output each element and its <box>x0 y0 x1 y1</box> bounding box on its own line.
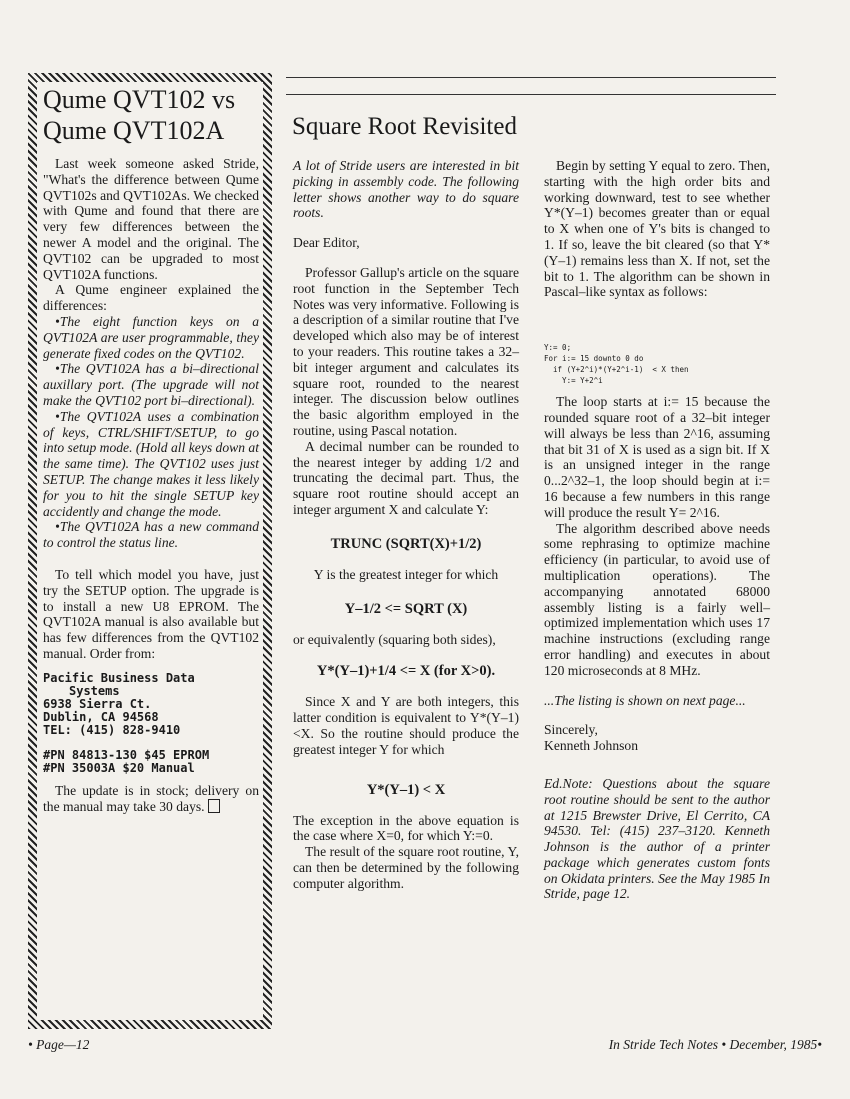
sidebar-bullet: •The QVT102A has a bi–directional auxillary port. (The upgrade will not make the QVT102 port bi–directional). <box>43 361 259 408</box>
sidebar-bullet: •The QVT102A uses a combination of keys, CTRL/SHIFT/SETUP, to go into setup mode. (Hold all keys down at the same time). The QVT102 uses just SETUP. The change makes it less likely for you to hit the single SETUP key accidently and change the mode. <box>43 408 259 519</box>
sidebar-bullet: •The eight function keys on a QVT102A are user programmable, they generate fixed codes on the QVT102. <box>43 313 259 361</box>
code-line: Y:= 0; <box>544 343 572 353</box>
code-block <box>544 342 770 386</box>
paragraph: The algorithm described above needs some rephrasing to optimize machine efficiency (in particular, to avoid use of multiplication operations). The accompanying annotated 68000 assembly listing is a fairly well–optimized implementation which uses 17 machine instructions (excluding range error handling) and executes in about 120 microseconds at 8 MHz. <box>544 520 770 678</box>
part-line: #PN 35003A $20 Manual <box>43 760 195 775</box>
publication-footer: In Stride Tech Notes • December, 1985• <box>608 1037 822 1052</box>
paragraph: Professor Gallup's article on the square root function in the September Tech Notes was very informative. Following is a description of a similar routine that I've developed which also may be of interest to your readers. This routine takes a 32–bit integer argument and calculates its square root, rounded to the nearest integer. The discussion below outlines the basic algorithm employed in the routine, using Pascal notation. <box>293 264 519 438</box>
sidebar-update: The update is in stock; delivery on the manual may take 30 days. <box>43 782 259 814</box>
top-rule <box>286 77 776 78</box>
address-line: Pacific Business Data <box>43 670 195 685</box>
paragraph: Begin by setting Y equal to zero. Then, starting with the high order bits and working downward, test to see whether Y*(Y–1) becomes greater than or equal to X when one of Y's bits is changed to 1. If so, leave the bit cleared (so that Y*(Y–1) remains less than X. If not, set the bit to 1. The algorithm can be shown in Pascal–like syntax as follows: <box>544 158 770 300</box>
address-line: Systems <box>69 683 120 698</box>
checkbox-icon <box>208 799 220 813</box>
sidebar-title: Qume QVT102 vs Qume QVT102A <box>43 85 236 145</box>
address-line: 6938 Sierra Ct. <box>43 696 152 711</box>
paragraph: Y is the greatest integer for which <box>313 566 499 582</box>
sidebar-box <box>28 73 272 1029</box>
article-title: Square Root Revisited <box>292 113 517 140</box>
equation: Y*(Y–1)+1/4 <= X (for X>0). <box>316 663 496 680</box>
part-line: #PN 84813-130 $45 EPROM <box>43 747 210 762</box>
paragraph: The exception in the above equation is the case where X=0, for which Y:=0. <box>293 812 519 844</box>
address-line: Dublin, CA 94568 <box>43 709 159 724</box>
paragraph: A decimal number can be rounded to the nearest integer by adding 1/2 and truncating the decimal part. Thus, the square root routine should accept an integer argument X and calculate Y: <box>293 438 519 517</box>
sidebar-tell: To tell which model you have, just try the SETUP option. The upgrade is to install a new U8 EPROM. The QVT102A manual is also available but has few differences from the QVT102 manual. Order from: <box>43 566 259 661</box>
equation: Y*(Y–1) < X <box>366 781 446 798</box>
paragraph: Since X and Y are both integers, this latter condition is equivalent to Y*(Y–1)<X. So the routine should produce the greatest integer Y for which <box>293 694 519 757</box>
page-number: • Page—12 <box>28 1037 90 1052</box>
code-line: For i:= 15 downto 0 do <box>544 354 644 364</box>
signature: Kenneth Johnson <box>544 738 639 754</box>
address-line: TEL: (415) 828-9410 <box>43 722 181 737</box>
paragraph: or equivalently (squaring both sides), <box>293 631 496 647</box>
article-column-1 <box>293 158 519 892</box>
paragraph: The result of the square root routine, Y, can then be determined by the following computer algorithm. <box>293 844 519 891</box>
article-column-2 <box>544 158 770 902</box>
article-lead: A lot of Stride users are interested in bit picking in assembly code. The following letter shows another way to do square roots. <box>293 158 519 221</box>
equation: TRUNC (SQRT(X)+1/2) <box>330 535 482 552</box>
closing: Sincerely, <box>544 722 598 738</box>
paragraph: The loop starts at i:= 15 because the rounded square root of a 32–bit integer will always be less than 2^16, assuming that bit 31 of X is used as a sign bit. If X is an unsigned integer in the range 0...2^32–1, the loop should begin at i:= 16 because a few numbers in this range will produce the result Y= 2^16. <box>544 394 770 520</box>
sidebar-bullet: •The QVT102A has a new command to control the status line. <box>43 519 259 551</box>
sidebar-engineer: A Qume engineer explained the differences: <box>43 282 259 314</box>
salutation: Dear Editor, <box>293 235 360 251</box>
code-line: Y:= Y+2^i <box>544 376 603 386</box>
sidebar-intro: Last week someone asked Stride, "What's the difference between Qume QVT102s and QVT102As. We checked with Qume and found that there are very few differences between the newer A model and the original. The QVT102 can be upgraded to most QVT102A functions. <box>43 156 259 282</box>
top-rule <box>286 94 776 95</box>
code-line: if (Y+2^i)*(Y+2^i-1) < X then <box>544 365 689 375</box>
listing-note: ...The listing is shown on next page... <box>544 692 746 708</box>
editor-note: Ed.Note: Questions about the square root routine should be sent to the author at 1215 Brewster Drive, El Cerrito, CA 94530. Tel: (415) 237–3120. Kenneth Johnson is the author of a printer package which generates custom fonts on Okidata printers. See the May 1985 In Stride, page 12. <box>544 775 770 902</box>
equation: Y–1/2 <= SQRT (X) <box>344 600 468 617</box>
